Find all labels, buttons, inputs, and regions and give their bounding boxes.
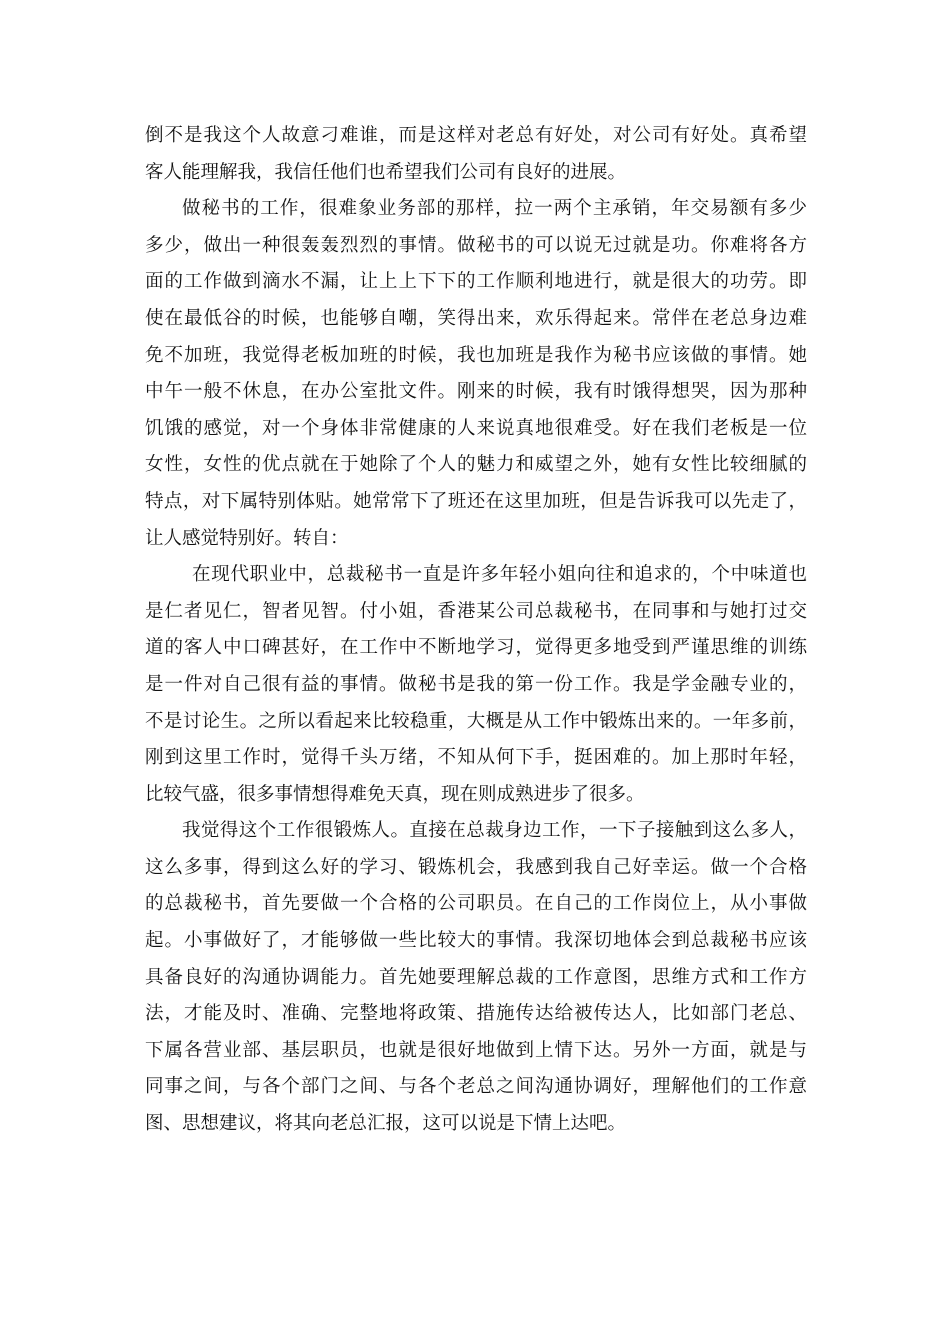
- text-line: 图、思想建议，将其向老总汇报，这可以说是下情上达吧。: [145, 1113, 627, 1135]
- paragraph: [145, 191, 807, 557]
- text-line: 比较气盛，很多事情想得难免天真，现在则成熟进步了很多。: [145, 783, 645, 805]
- text-line: 是仁者见仁，智者见智。付小姐，香港某公司总裁秘书，在同事和与她打过交: [145, 600, 807, 622]
- text-line: 客人能理解我，我信任他们也希望我们公司有良好的进展。: [145, 161, 627, 183]
- text-line: 下属各营业部、基层职员，也就是很好地做到上情下达。另外一方面，就是与: [145, 1039, 807, 1061]
- text-line: 多少，做出一种很轰轰烈烈的事情。做秘书的可以说无过就是功。你难将各方: [145, 234, 807, 256]
- text-line: 是一件对自己很有益的事情。做秘书是我的第一份工作。我是学金融专业的，: [145, 673, 807, 695]
- text-line: 的总裁秘书，首先要做一个合格的公司职员。在自己的工作岗位上，从小事做: [145, 893, 807, 915]
- text-line: 道的客人中口碑甚好，在工作中不断地学习，觉得更多地受到严谨思维的训练: [145, 637, 807, 659]
- text-line: 具备良好的沟通协调能力。首先她要理解总裁的工作意图，思维方式和工作方: [145, 966, 807, 988]
- text-line: 使在最低谷的时候，也能够自嘲，笑得出来，欢乐得起来。常伴在老总身边难: [145, 307, 807, 329]
- document-body: [145, 118, 807, 1143]
- text-line: 倒不是我这个人故意刁难谁，而是这样对老总有好处，对公司有好处。真希望: [145, 125, 807, 146]
- text-line: 不是讨论生。之所以看起来比较稳重，大概是从工作中锻炼出来的。一年多前，: [145, 710, 807, 732]
- text-line: 特点，对下属特别体贴。她常常下了班还在这里加班，但是告诉我可以先走了，: [145, 490, 807, 512]
- text-line: 面的工作做到滴水不漏，让上上下下的工作顺利地进行，就是很大的功劳。即: [145, 271, 807, 293]
- text-line: 做秘书的工作，很难象业务部的那样，拉一两个主承销，年交易额有多少: [182, 198, 807, 220]
- text-line: 让人感觉特别好。转自：: [145, 527, 349, 549]
- text-line: 这么多事，得到这么好的学习、锻炼机会，我感到我自己好幸运。做一个合格: [145, 856, 807, 878]
- paragraph: [145, 557, 807, 813]
- text-line: 刚到这里工作时，觉得千头万绪，不知从何下手，挺困难的。加上那时年轻，: [145, 747, 807, 769]
- text-line: 同事之间，与各个部门之间、与各个老总之间沟通协调好，理解他们的工作意: [145, 1076, 807, 1098]
- paragraph: [145, 118, 807, 191]
- paragraph: [145, 813, 807, 1142]
- text-line: 法，才能及时、准确、完整地将政策、措施传达给被传达人，比如部门老总、: [145, 1003, 807, 1025]
- text-line: 中午一般不休息，在办公室批文件。刚来的时候，我有时饿得想哭，因为那种: [145, 381, 807, 403]
- text-line: 我觉得这个工作很锻炼人。直接在总裁身边工作，一下子接触到这么多人，: [182, 820, 807, 842]
- text-line: 免不加班，我觉得老板加班的时候，我也加班是我作为秘书应该做的事情。她: [145, 344, 807, 366]
- text-line: 起。小事做好了，才能够做一些比较大的事情。我深切地体会到总裁秘书应该: [145, 930, 807, 952]
- text-line: 饥饿的感觉，对一个身体非常健康的人来说真地很难受。好在我们老板是一位: [145, 417, 807, 439]
- text-line: 在现代职业中，总裁秘书一直是许多年轻小姐向往和追求的，个中味道也: [192, 564, 807, 586]
- text-line: 女性，女性的优点就在于她除了个人的魅力和威望之外，她有女性比较细腻的: [145, 454, 807, 476]
